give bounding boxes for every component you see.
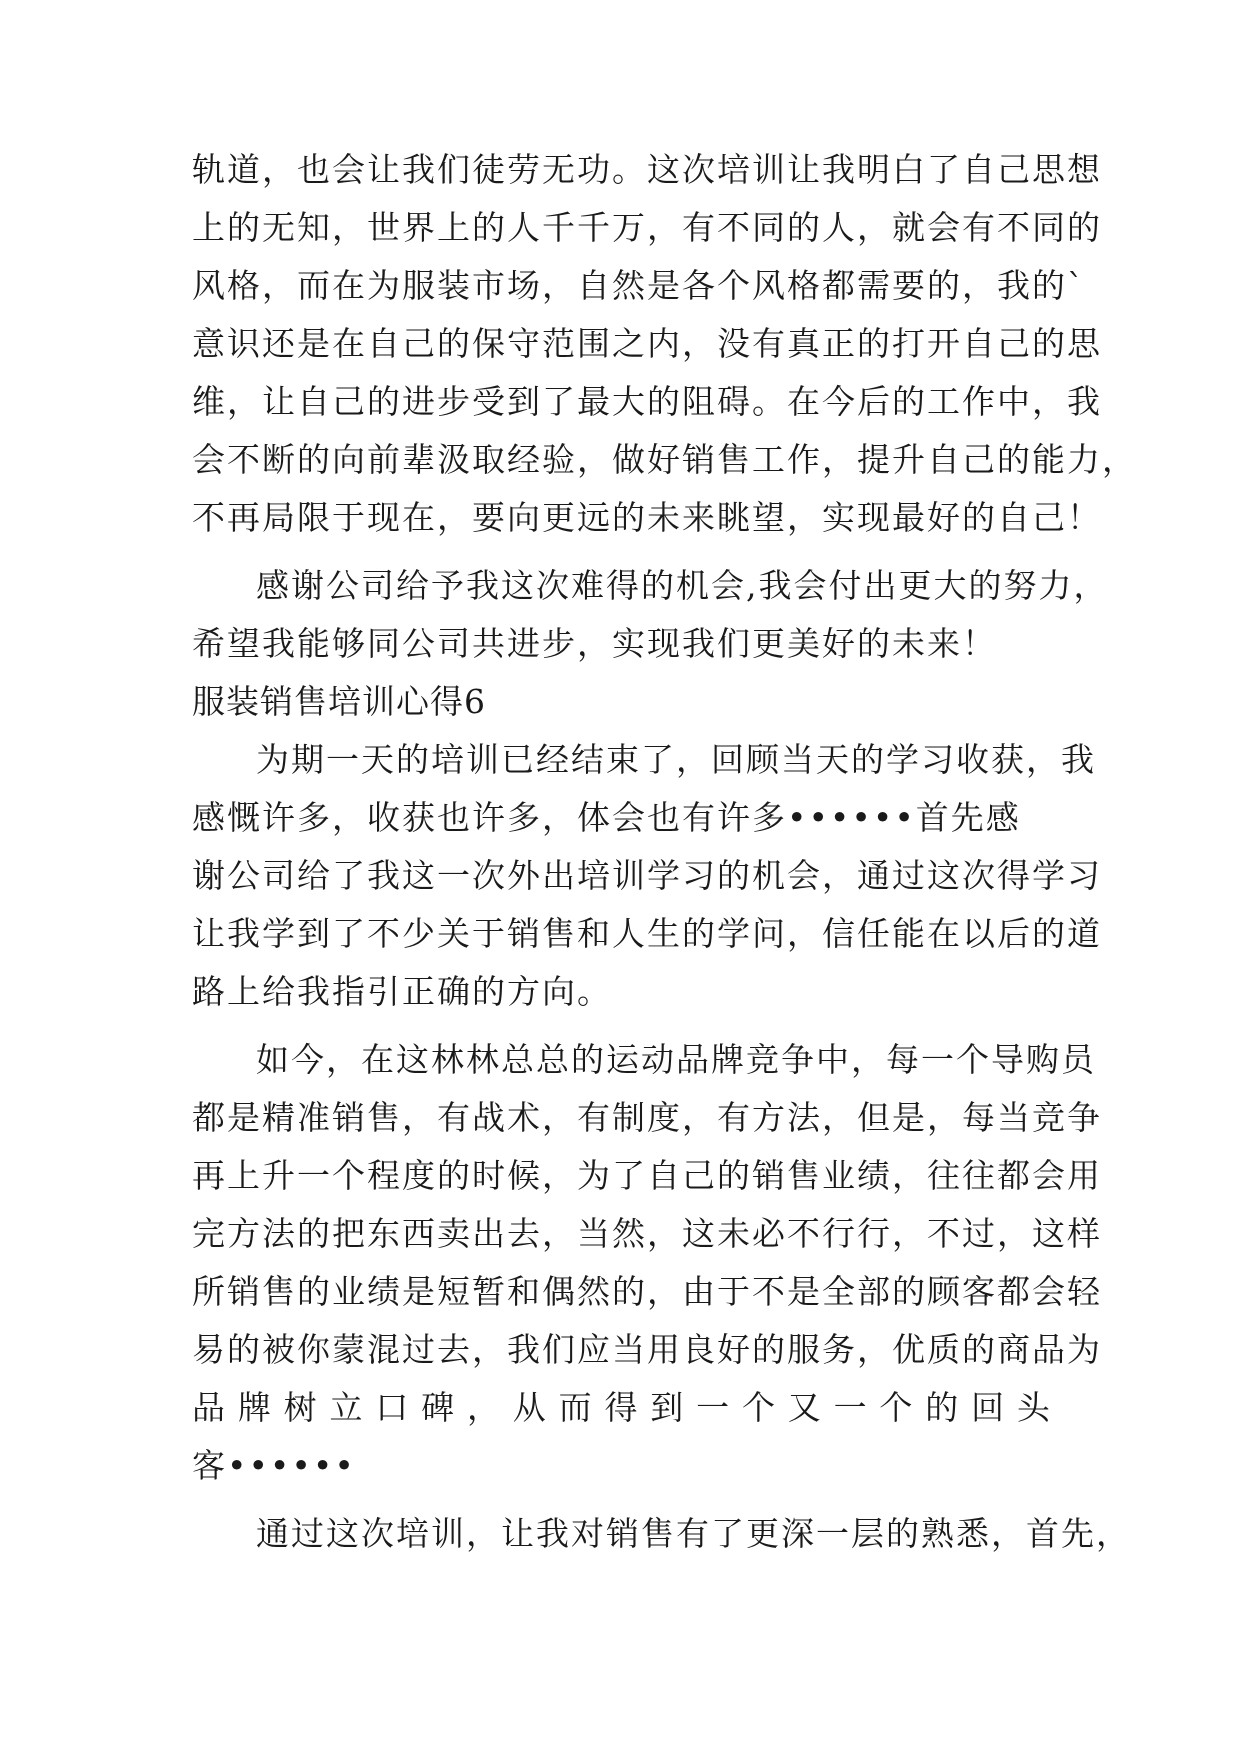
justified-char: 而 [558,1388,594,1427]
justified-char: 树 [283,1388,319,1427]
paragraph-line: 完方法的把东西卖出去，当然，这未必不行行，不过，这样 [192,1214,1102,1253]
paragraph-line: 风格，而在为服装市场，自然是各个风格都需要的，我的` [192,266,1086,305]
justified-char: 碑 [421,1388,457,1427]
paragraph-line: 谢公司给了我这一次外出培训学习的机会，通过这次得学习 [192,856,1102,895]
justified-line [192,1388,1052,1428]
paragraph-line: 轨道，也会让我们徒劳无功。这次培训让我明白了自己思想 [192,150,1102,189]
justified-char: 一 [696,1388,732,1427]
justified-char: 回 [971,1388,1007,1427]
paragraph-line: 意识还是在自己的保守范围之内，没有真正的打开自己的思 [192,324,1102,363]
paragraph-line: 让我学到了不少关于销售和人生的学问，信任能在以后的道 [192,914,1102,953]
justified-char: ， [466,1388,502,1427]
justified-char: 的 [925,1388,961,1427]
paragraph-line: 客•••••• [192,1446,356,1485]
section-heading: 服装销售培训心得6 [192,682,486,721]
paragraph-line: 都是精准销售，有战术，有制度，有方法，但是，每当竞争 [192,1098,1102,1137]
paragraph-line: 感慨许多，收获也许多，体会也有许多••••••首先感 [192,798,1021,837]
paragraph-line: 会不断的向前辈汲取经验，做好销售工作，提升自己的能力， [192,440,1137,479]
justified-char: 一 [833,1388,869,1427]
paragraph-line: 通过这次培训，让我对销售有了更深一层的熟悉，首先， [256,1514,1131,1553]
paragraph-line: 所销售的业绩是短暂和偶然的，由于不是全部的顾客都会轻 [192,1272,1102,1311]
justified-char: 个 [879,1388,915,1427]
paragraph-line: 不再局限于现在，要向更远的未来眺望，实现最好的自己！ [192,498,1102,537]
justified-char: 口 [375,1388,411,1427]
paragraph-line: 易的被你蒙混过去，我们应当用良好的服务，优质的商品为 [192,1330,1102,1369]
paragraph-line: 再上升一个程度的时候，为了自己的销售业绩，往往都会用 [192,1156,1102,1195]
justified-char: 牌 [237,1388,273,1427]
justified-char: 头 [1016,1388,1052,1427]
paragraph-line: 维，让自己的进步受到了最大的阻碍。在今后的工作中，我 [192,382,1102,421]
justified-char: 又 [787,1388,823,1427]
justified-char: 品 [192,1388,227,1427]
justified-char: 个 [741,1388,777,1427]
paragraph-line: 路上给我指引正确的方向。 [192,972,612,1011]
justified-char: 到 [650,1388,686,1427]
paragraph-line: 如今，在这林林总总的运动品牌竞争中，每一个导购员 [256,1040,1096,1079]
paragraph-line: 感谢公司给予我这次难得的机会,我会付出更大的努力， [256,566,1109,605]
paragraph-line: 上的无知，世界上的人千千万，有不同的人，就会有不同的 [192,208,1102,247]
paragraph-line: 希望我能够同公司共进步，实现我们更美好的未来！ [192,624,997,663]
justified-char: 立 [329,1388,365,1427]
paragraph-line: 为期一天的培训已经结束了，回顾当天的学习收获，我 [256,740,1096,779]
justified-char: 从 [512,1388,548,1427]
justified-char: 得 [604,1388,640,1427]
